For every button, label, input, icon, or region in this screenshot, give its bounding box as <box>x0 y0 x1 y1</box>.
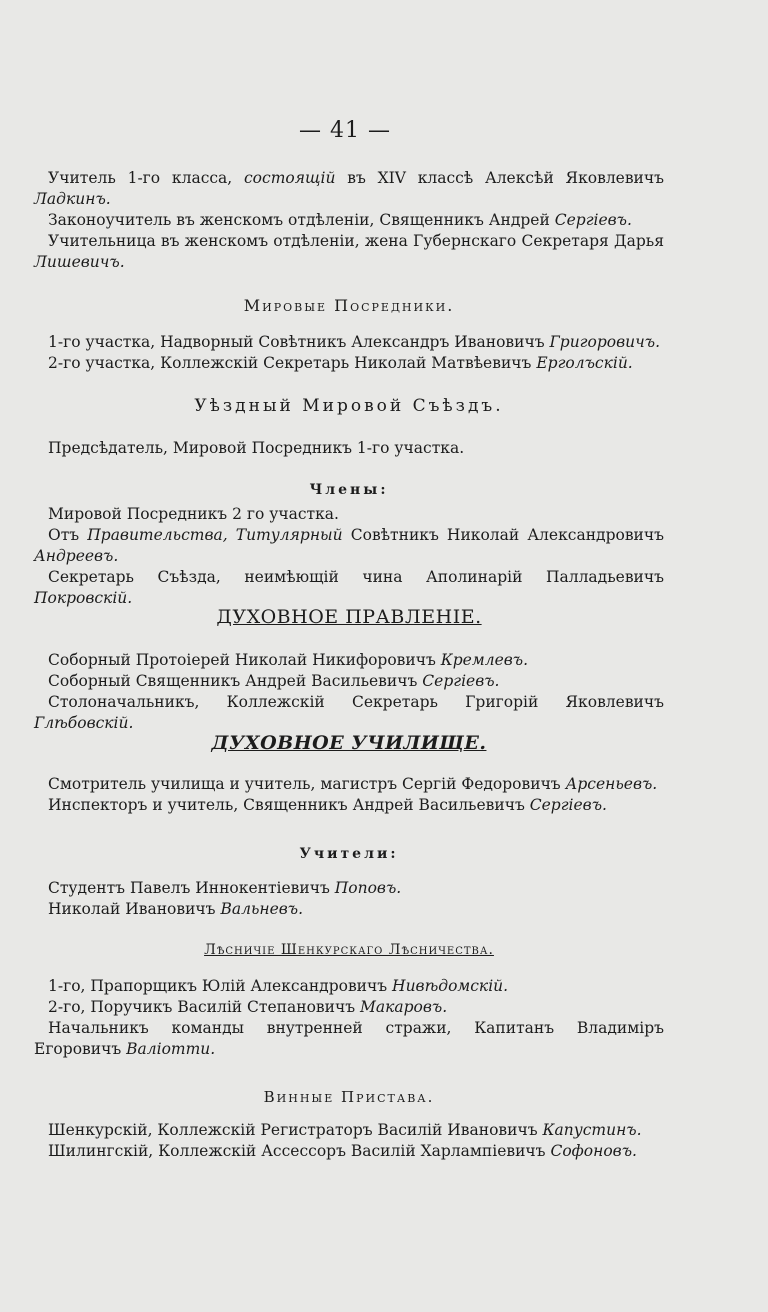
paragraph-chaplain: Законоучитель въ женскомъ отдѣленіи, Священникъ Андрей Сергіевъ. <box>48 211 632 229</box>
list-item: Инспекторъ и учитель, Священникъ Андрей Васильевичъ Сергіевъ. <box>48 796 607 814</box>
section-heading-mirovye: Мировые Посредники. <box>243 296 455 315</box>
list-item: 2-го участка, Коллежскій Секретарь Николай Матвѣевичъ Ерголъскій. <box>48 354 633 372</box>
list-item: Предсѣдатель, Мировой Посредникъ 1-го участка. <box>48 439 465 457</box>
uchitelya-block <box>34 878 664 920</box>
list-item: Отъ Правительства, Титулярный Совѣтникъ Николай Александровичъ Андреевъ. <box>34 526 664 565</box>
list-item: Соборный Священникъ Андрей Васильевичъ Сергіевъ. <box>48 672 500 690</box>
section-heading-pravlenie: ДУХОВНОЕ ПРАВЛЕНІЕ. <box>216 606 482 628</box>
list-item: Соборный Протоіерей Николай Никифоровичъ Кремлевъ. <box>48 651 529 669</box>
pravlenie-block <box>34 650 664 734</box>
section-heading-uezdny: Уѣздный Мировой Съѣздъ. <box>194 396 504 416</box>
section-heading-uchitelya: Учители: <box>299 846 399 862</box>
list-item: Шенкурскій, Коллежскій Регистраторъ Василій Ивановичъ Капустинъ. <box>48 1121 642 1139</box>
uezdny-block <box>34 438 664 459</box>
list-item: 1-го участка, Надворный Совѣтникъ Александръ Ивановичъ Григоровичъ. <box>48 333 661 351</box>
vinnye-block <box>34 1120 664 1162</box>
mirovye-block <box>34 332 664 374</box>
section-heading-uchilische: ДУХОВНОЕ УЧИЛИЩЕ. <box>211 732 487 754</box>
list-item: 1-го, Прапорщикъ Юлій Александровичъ Нивѣдомскій. <box>48 977 509 995</box>
paragraph-teacher: Учитель 1-го класса, состоящій въ XIV классѣ Алексѣй Яковлевичъ Ладкинъ. <box>34 169 665 208</box>
list-item: 2-го, Поручикъ Василій Степановичъ Макаровъ. <box>48 998 448 1016</box>
uchilische-block <box>34 774 664 816</box>
list-item: Шилингскій, Коллежскій Ассессоръ Василій Харлампіевичъ Софоновъ. <box>48 1142 637 1160</box>
list-item: Студентъ Павелъ Иннокентіевичъ Поповъ. <box>48 879 402 897</box>
section-heading-chleny: Члены: <box>309 482 389 498</box>
list-item: Начальникъ команды внутренней стражи, Капитанъ Владиміръ Егоровичъ Валіотти. <box>34 1019 664 1058</box>
list-item: Николай Ивановичъ Вальневъ. <box>48 900 304 918</box>
list-item: Смотритель училища и учитель, магистръ Сергій Федоровичъ Арсеньевъ. <box>48 775 658 793</box>
page-number: — 41 — <box>299 118 391 143</box>
section-heading-vinnye: Винные Пристава. <box>263 1088 435 1106</box>
list-item: Столоначальникъ, Коллежскій Секретарь Григорій Яковлевичъ Глѣбовскій. <box>34 693 664 732</box>
section-heading-lesnichie: Лѣсничіе Шенкурскаго Лѣсничества. <box>204 942 494 958</box>
chleny-block <box>34 504 664 609</box>
list-item: Мировой Посредникъ 2 го участка. <box>48 505 339 523</box>
list-item: Секретарь Съѣзда, неимѣющій чина Аполинарій Палладьевичъ Покровскій. <box>34 568 664 607</box>
lesnichie-block <box>34 976 664 1060</box>
paragraph-teacher-female: Учительница въ женскомъ отдѣленіи, жена Губернскаго Секретаря Дарья Лишевичъ. <box>34 232 664 271</box>
intro-block <box>34 168 664 273</box>
